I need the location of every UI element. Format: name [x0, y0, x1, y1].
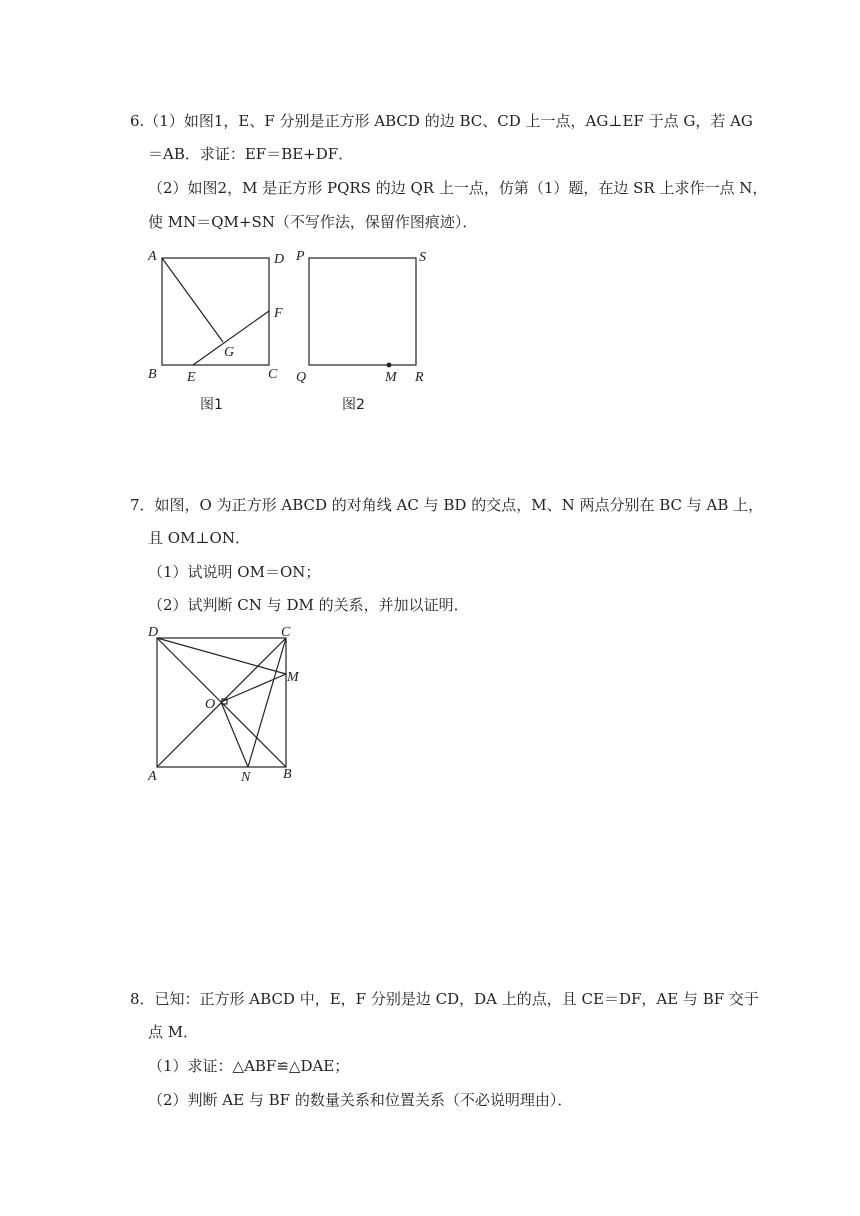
label-f: F — [274, 306, 283, 321]
segment-dm — [157, 638, 286, 674]
segment-on — [221, 702, 248, 767]
problem-7-line-4: （2）试判断 CN 与 DM 的关系，并加以证明． — [148, 596, 469, 614]
label-p: P — [296, 249, 305, 264]
problem-7-line-3: （1）试说明 OM＝ON； — [148, 563, 321, 581]
label-b: B — [283, 767, 292, 782]
figure-7 — [140, 618, 320, 788]
problem-7-line-1: 7．如图，O 为正方形 ABCD 的对角线 AC 与 BD 的交点，M、N 两点分别在 BC 与 AB 上， — [130, 496, 764, 514]
problem-6-line-1: 6.（1）如图1，E、F 分别是正方形 ABCD 的边 BC、CD 上一点，AG⊥EF 于点 G，若 AG — [130, 112, 753, 130]
problem-8-line-3: （1）求证：△ABF≌△DAE； — [148, 1057, 350, 1075]
problem-7-line-2: 且 OM⊥ON． — [148, 529, 250, 547]
figure-2-caption: 图2 — [342, 397, 365, 413]
problem-8-line-4: （2）判断 AE 与 BF 的数量关系和位置关系（不必说明理由）． — [148, 1091, 573, 1109]
figure-1 — [140, 245, 300, 420]
label-a: A — [148, 769, 157, 784]
label-d: D — [274, 252, 285, 267]
problem-6-line-4: 使 MN＝QM+SN（不写作法，保留作图痕迹）． — [148, 213, 478, 231]
square-pqrs — [309, 258, 416, 365]
label-e: E — [187, 370, 196, 385]
segment-ag — [162, 258, 223, 342]
problem-8-line-2: 点 M． — [148, 1023, 199, 1041]
figure-2 — [290, 245, 440, 420]
point-m — [387, 363, 392, 368]
label-m: M — [385, 370, 397, 385]
label-c: C — [281, 625, 291, 640]
label-n: N — [241, 770, 251, 785]
problem-6-line-3: （2）如图2，M 是正方形 PQRS 的边 QR 上一点，仿第（1）题，在边 SR 上求作一点 N， — [148, 179, 768, 197]
label-r: R — [415, 370, 424, 385]
label-q: Q — [296, 370, 307, 385]
label-c: C — [268, 367, 278, 382]
figure-1-caption: 图1 — [200, 397, 223, 413]
segment-om — [221, 674, 286, 702]
problem-6-line-2: ＝AB．求证：EF＝BE+DF． — [148, 145, 354, 163]
label-d: D — [148, 625, 159, 640]
label-o: O — [205, 697, 216, 712]
label-m: M — [287, 670, 299, 685]
label-b: B — [148, 367, 157, 382]
label-s: S — [419, 250, 426, 265]
label-g: G — [224, 345, 235, 360]
label-a: A — [148, 249, 157, 264]
problem-8-line-1: 8．已知：正方形 ABCD 中，E，F 分别是边 CD，DA 上的点，且 CE＝DF，AE 与 BF 交于 — [130, 990, 759, 1008]
